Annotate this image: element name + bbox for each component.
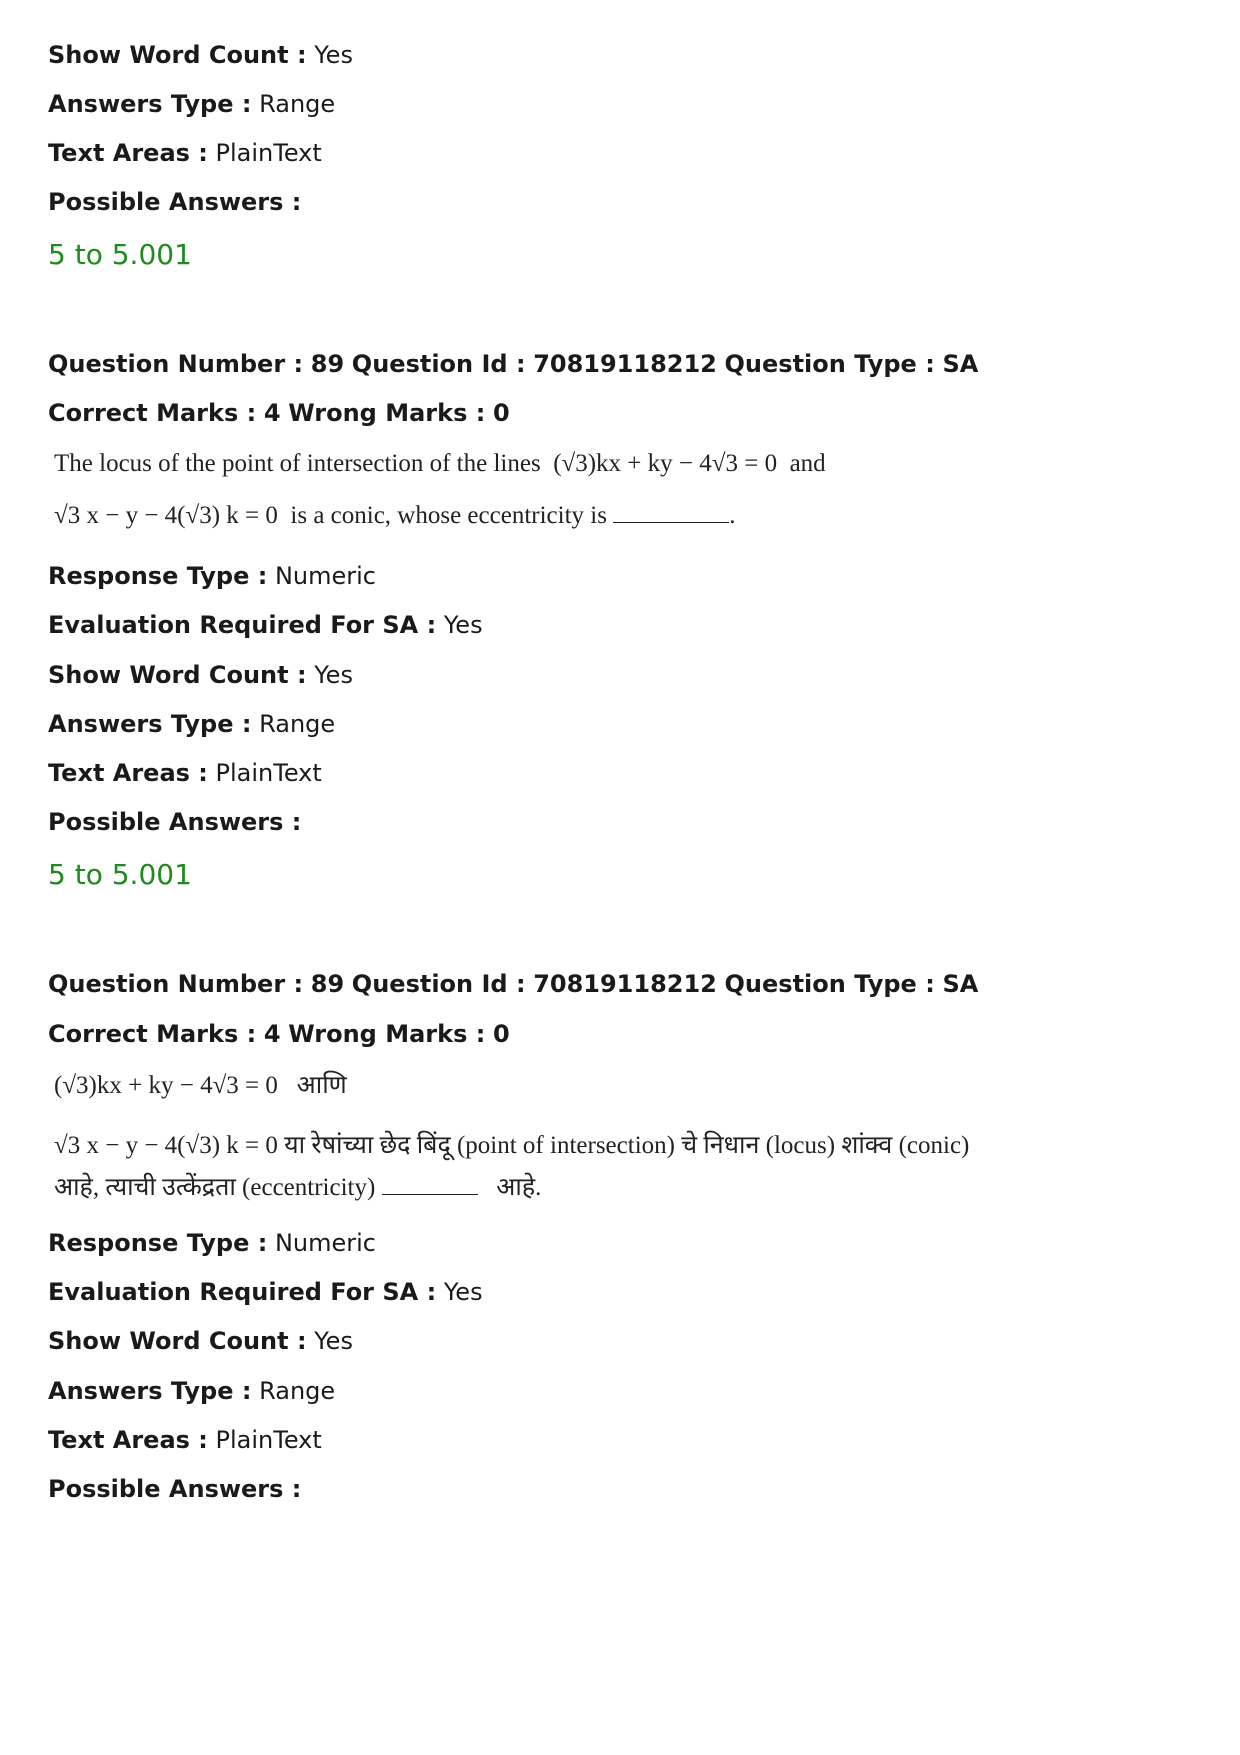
field-label: Text Areas : bbox=[48, 139, 208, 167]
text-areas-row bbox=[48, 758, 322, 788]
possible-answers-row bbox=[48, 807, 301, 837]
field-value: Numeric bbox=[274, 562, 376, 590]
question-number-label: Question Number : bbox=[48, 970, 304, 998]
text-areas-row bbox=[48, 1425, 322, 1455]
question-type: SA bbox=[942, 970, 979, 998]
question-text: The locus of the point of intersection of the lines bbox=[54, 450, 541, 477]
field-value: Range bbox=[259, 1377, 336, 1405]
question-header bbox=[48, 349, 978, 379]
question-header bbox=[48, 969, 978, 999]
equation-2: √3 x − y − 4(√3) k = 0 bbox=[54, 1132, 278, 1159]
possible-answer-value: 5 to 5.001 bbox=[48, 858, 192, 891]
field-label: Answers Type : bbox=[48, 1377, 252, 1405]
question-text-line: √3 x − y − 4(√3) k = 0 is a conic, whose eccentricity is . bbox=[54, 502, 736, 529]
answer-blank bbox=[613, 508, 729, 523]
field-label: Show Word Count : bbox=[48, 661, 307, 689]
field-label: Show Word Count : bbox=[48, 1327, 307, 1355]
question-text: या रेषांच्या छेद बिंदू (point of intersection) चे निधान (locus) शांक्व (conic) bbox=[284, 1132, 970, 1159]
question-text: and bbox=[789, 450, 826, 477]
equation-2: √3 x − y − 4(√3) k = 0 bbox=[54, 502, 278, 529]
question-text: आहे, त्याची उत्केंद्रता (eccentricity) bbox=[54, 1174, 376, 1201]
equation-1: (√3)kx + ky − 4√3 = 0 bbox=[54, 1072, 278, 1099]
question-type-label: Question Type : bbox=[724, 970, 935, 998]
field-label: Possible Answers : bbox=[48, 188, 302, 216]
answers-type-row bbox=[48, 89, 335, 119]
field-value: Yes bbox=[443, 611, 483, 639]
possible-answers-row bbox=[48, 1474, 301, 1504]
field-value: Range bbox=[259, 90, 336, 118]
question-text: आणि bbox=[296, 1072, 347, 1099]
field-label: Answers Type : bbox=[48, 90, 252, 118]
field-value: PlainText bbox=[215, 759, 322, 787]
field-label: Answers Type : bbox=[48, 710, 252, 738]
field-label: Show Word Count : bbox=[48, 41, 307, 69]
question-id: 70819118212 bbox=[533, 970, 717, 998]
show-word-count-row bbox=[48, 660, 353, 690]
equation-1: (√3)kx + ky − 4√3 = 0 bbox=[553, 450, 778, 477]
question-type: SA bbox=[942, 350, 979, 378]
question-type-label: Question Type : bbox=[724, 350, 935, 378]
question-id-label: Question Id : bbox=[351, 350, 526, 378]
field-label: Response Type : bbox=[48, 562, 268, 590]
field-value: Numeric bbox=[274, 1229, 376, 1257]
response-type-row bbox=[48, 1228, 376, 1258]
possible-answers-row bbox=[48, 187, 301, 217]
field-value: Yes bbox=[314, 41, 353, 69]
field-label: Evaluation Required For SA : bbox=[48, 611, 437, 639]
question-text-line bbox=[54, 1172, 541, 1204]
field-value: Yes bbox=[314, 1327, 353, 1355]
answers-type-row bbox=[48, 709, 335, 739]
field-label: Text Areas : bbox=[48, 1426, 208, 1454]
wrong-marks-label: Wrong Marks : bbox=[288, 1020, 486, 1048]
response-type-row bbox=[48, 561, 376, 591]
field-value: Yes bbox=[443, 1278, 483, 1306]
question-id: 70819118212 bbox=[533, 350, 717, 378]
show-word-count-row bbox=[48, 1326, 353, 1356]
field-label: Evaluation Required For SA : bbox=[48, 1278, 437, 1306]
question-text-line bbox=[54, 1130, 969, 1162]
text-areas-row bbox=[48, 138, 322, 168]
correct-marks: 4 bbox=[263, 399, 281, 427]
correct-marks-label: Correct Marks : bbox=[48, 1020, 257, 1048]
answers-type-row bbox=[48, 1376, 335, 1406]
correct-marks: 4 bbox=[263, 1020, 281, 1048]
field-label: Response Type : bbox=[48, 1229, 268, 1257]
field-value: Yes bbox=[314, 661, 353, 689]
marks-row bbox=[48, 1019, 510, 1049]
wrong-marks: 0 bbox=[492, 399, 510, 427]
correct-marks-label: Correct Marks : bbox=[48, 399, 257, 427]
field-value: Range bbox=[259, 710, 336, 738]
field-label: Possible Answers : bbox=[48, 1475, 302, 1503]
show-word-count-row bbox=[48, 40, 353, 70]
evaluation-required-row bbox=[48, 1277, 483, 1307]
wrong-marks: 0 bbox=[492, 1020, 510, 1048]
question-text: is a conic, whose eccentricity is bbox=[290, 502, 607, 529]
question-text: आहे. bbox=[496, 1174, 542, 1201]
question-number-label: Question Number : bbox=[48, 350, 304, 378]
field-label: Text Areas : bbox=[48, 759, 208, 787]
answer-blank bbox=[382, 1180, 478, 1195]
question-text-line bbox=[54, 448, 826, 480]
field-label: Possible Answers : bbox=[48, 808, 302, 836]
question-number: 89 bbox=[310, 970, 345, 998]
field-value: PlainText bbox=[215, 139, 322, 167]
question-number: 89 bbox=[310, 350, 345, 378]
question-text-line bbox=[54, 1070, 347, 1102]
evaluation-required-row bbox=[48, 610, 483, 640]
field-value: PlainText bbox=[215, 1426, 322, 1454]
possible-answer-value: 5 to 5.001 bbox=[48, 238, 192, 271]
question-id-label: Question Id : bbox=[351, 970, 526, 998]
wrong-marks-label: Wrong Marks : bbox=[288, 399, 486, 427]
marks-row bbox=[48, 398, 510, 428]
